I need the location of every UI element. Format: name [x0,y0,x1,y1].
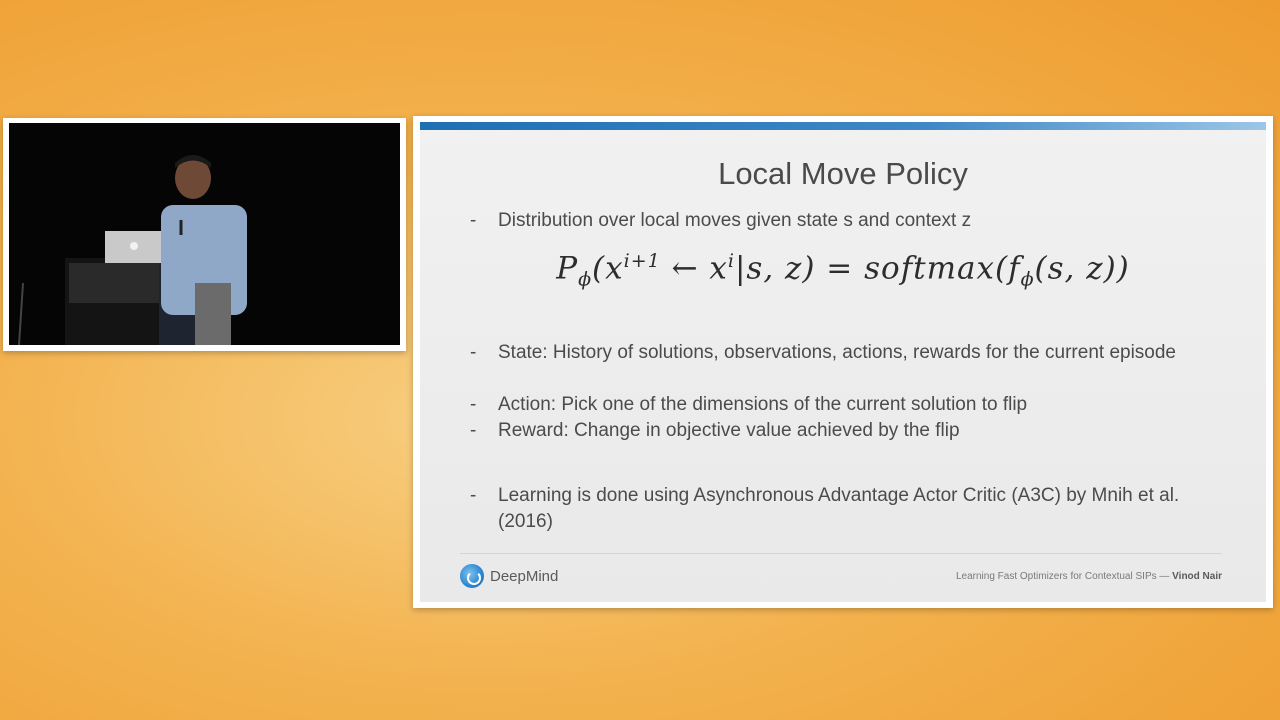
formula-p-sub: ϕ [578,268,593,291]
bullet-text: Distribution over local moves given state s and context z [498,210,972,231]
slide-frame [413,116,1273,608]
stage-stand [19,283,23,345]
formula-tail: (s, z)) [1034,250,1130,287]
speaker-video-frame [9,123,400,345]
bullet-dash: - [470,210,477,231]
bullet-dash: - [470,342,477,363]
deepmind-logo-icon [460,564,484,588]
footer-divider [460,553,1222,554]
bullet-text: State: History of solutions, observations, actions, rewards for the current episode [498,342,1176,363]
bullet-text: Learning is done using Asynchronous Advantage Actor Critic (A3C) by Mnih et al. (2016) [498,485,1180,532]
policy-formula [420,250,1266,291]
speaker-legs [195,283,231,345]
formula-arrow: ← x [660,250,728,287]
slide-top-bar [420,122,1266,130]
slide-title: Local Move Policy [718,156,968,191]
speaker-video [3,118,406,351]
deepmind-logo-text: DeepMind [490,568,559,585]
bullet-text: Action: Pick one of the dimensions of the current solution to flip [498,394,1028,415]
credit-title: Learning Fast Optimizers for Contextual SIPs — [955,571,1170,582]
speaker-scene [9,123,400,345]
formula-cond: |s, z) = softmax(f [734,250,1021,287]
formula-sup-2: i [727,250,735,272]
credit-author: Vinod Nair [1172,571,1222,582]
bullet-text: Reward: Change in objective value achieved by the flip [498,420,960,441]
laptop-logo [130,242,138,250]
slide [420,122,1266,602]
bullet-dash: - [470,420,477,441]
podium-panel [69,263,164,303]
formula-sup-1: i+1 [623,250,661,272]
formula-f-sub: ϕ [1020,268,1035,291]
formula-open: (x [592,250,624,287]
formula-p: P [556,250,579,287]
bullet-dash: - [470,394,477,415]
slide-credit [956,571,1222,582]
bullet-dash: - [470,485,477,506]
